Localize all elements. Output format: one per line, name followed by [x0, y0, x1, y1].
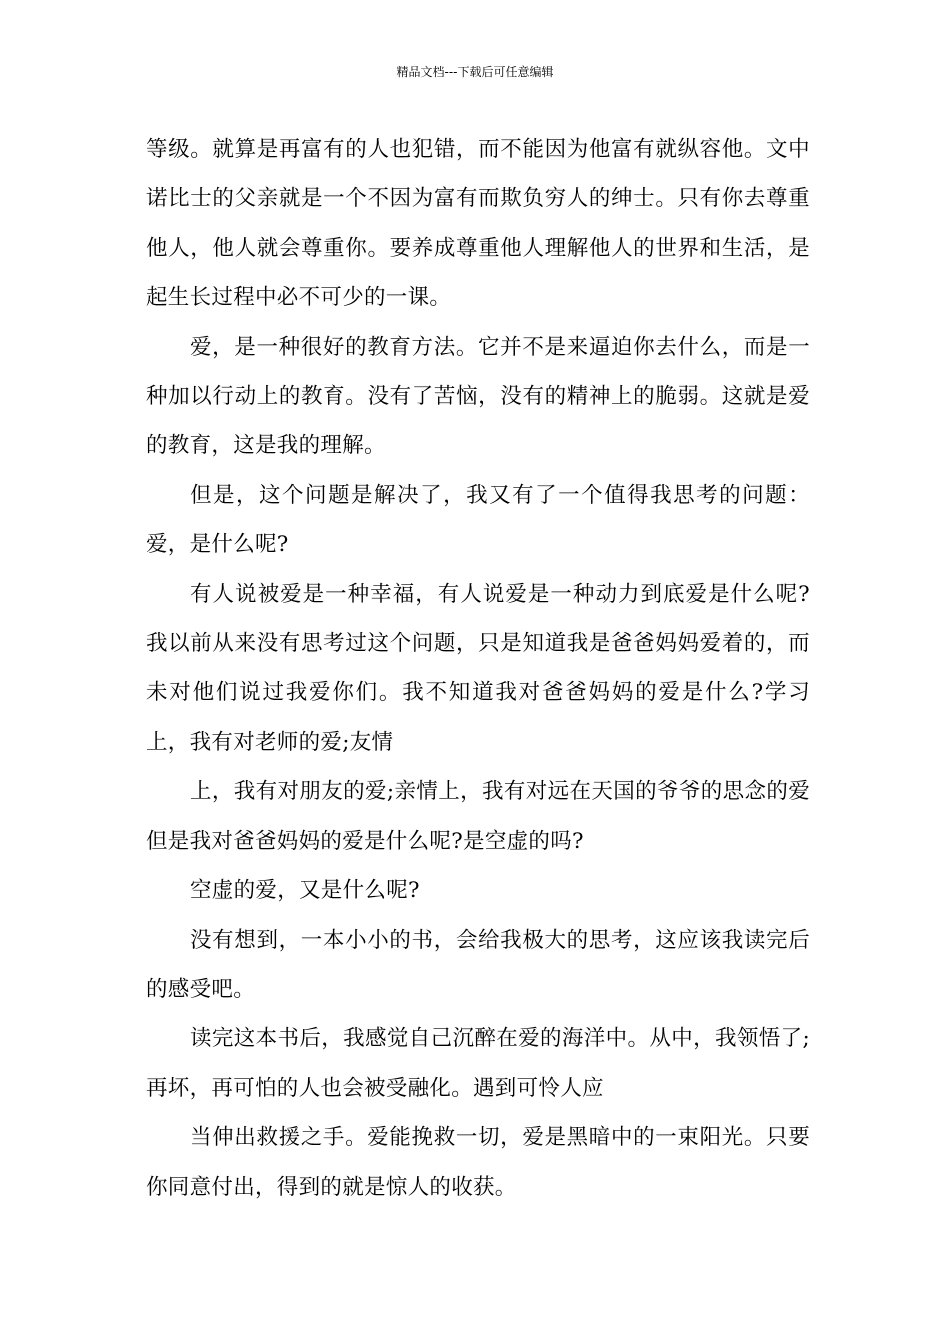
paragraph: 上，我有对朋友的爱;亲情上，我有对远在天国的爷爷的思念的爱但是我对爸爸妈妈的爱是什么呢?是空虚的吗?: [146, 779, 810, 854]
document-body: [146, 125, 810, 1212]
paragraph: 有人说被爱是一种幸福，有人说爱是一种动力到底爱是什么呢?我以前从来没有思考过这个问题，只是知道我是爸爸妈妈爱着的，而未对他们说过我爱你们。我不知道我对爸爸妈妈的爱是什么?学习上，我有对老师的爱;友情: [146, 581, 810, 755]
paragraph: 没有想到，一本小小的书，会给我极大的思考，这应该我读完后的感受吧。: [146, 927, 810, 1002]
page-header: 精品文档---下载后可任意编辑: [396, 65, 554, 79]
paragraph: 但是，这个问题是解决了，我又有了一个值得我思考的问题：爱，是什么呢?: [146, 482, 810, 558]
paragraph: 空虚的爱，又是什么呢?: [190, 878, 420, 904]
paragraph: 当伸出救援之手。爱能挽救一切，爱是黑暗中的一束阳光。只要你同意付出，得到的就是惊人的收获。: [146, 1125, 810, 1200]
paragraph: 读完这本书后，我感觉自己沉醉在爱的海洋中。从中，我领悟了;再坏，再可怕的人也会被受融化。遇到可怜人应: [146, 1026, 810, 1101]
paragraph: 爱，是一种很好的教育方法。它并不是来逼迫你去什么，而是一种加以行动上的教育。没有了苦恼，没有的精神上的脆弱。这就是爱的教育，这是我的理解。: [146, 334, 810, 459]
paragraph: 等级。就算是再富有的人也犯错，而不能因为他富有就纵容他。文中诺比士的父亲就是一个不因为富有而欺负穷人的绅士。只有你去尊重他人，他人就会尊重你。要养成尊重他人理解他人的世界和生活，是起生长过程中必不可少的一课。: [146, 137, 810, 311]
